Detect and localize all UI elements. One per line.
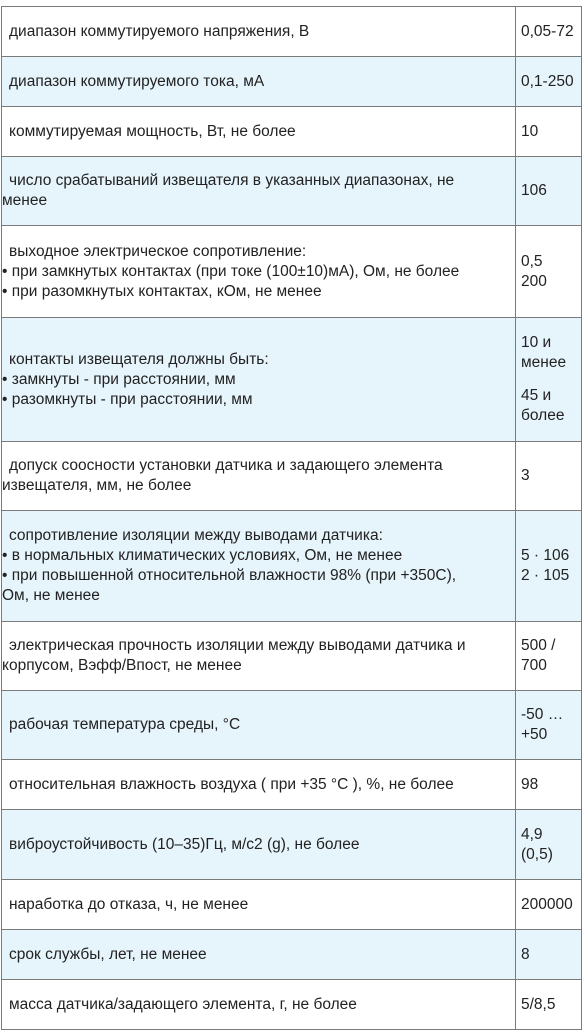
value-cell [516,107,582,157]
parameter-cell [2,980,516,1030]
value-text: 500 / [521,637,556,654]
parameter-cell [2,810,516,880]
table-row [2,930,582,980]
parameter-text: менее [2,192,48,209]
parameter-cell [2,880,516,930]
value-cell [516,691,582,760]
table-row [2,511,582,622]
table-row [2,107,582,157]
table-row [2,157,582,226]
value-text: менее [521,354,567,371]
parameter-cell [2,622,516,691]
value-text: 4,9 [521,825,543,843]
value-text: 0,5 [521,252,543,270]
value-cell [516,511,582,622]
value-text: 10 и [521,334,552,351]
parameter-text: срок службы, лет, не менее [9,945,207,963]
table-row [2,7,582,57]
value-cell [516,157,582,226]
value-cell [516,930,582,980]
parameter-text: выходное электрическое сопротивление: [9,242,307,260]
parameter-text: коммутируемая мощность, Вт, не более [9,122,296,140]
parameter-text: сопротивление изоляции между выводами датчика: [9,527,383,544]
value-cell [516,980,582,1030]
parameter-text: • при повышенной относительной влажности 98% (при +350С), [2,567,457,584]
value-text: 106 [521,182,547,199]
parameter-text: допуск соосности установки датчика и задающего элемента [9,457,443,474]
value-cell [516,880,582,930]
specifications-table [1,6,582,1030]
parameter-text: масса датчика/задающего элемента, г, не более [9,995,357,1013]
value-text: 2 · 105 [521,567,570,584]
table-row [2,622,582,691]
table-row [2,980,582,1030]
parameter-cell [2,226,516,318]
table-row [2,760,582,810]
value-text: 3 [521,467,530,484]
value-cell [516,57,582,107]
parameter-text: рабочая температура среды, °С [9,716,241,733]
value-text: 98 [521,775,539,793]
parameter-text: диапазон коммутируемого напряжения, В [9,22,310,40]
table-row [2,810,582,880]
parameter-text: • в нормальных климатических условиях, Ом, не менее [2,547,403,564]
table-row [2,442,582,511]
parameter-text: • при замкнутых контактах (при токе (100±10)мА), Ом, не более [2,262,460,280]
value-text: 45 и [521,387,552,404]
value-cell [516,442,582,511]
parameter-cell [2,760,516,810]
parameter-cell [2,7,516,57]
parameter-text: • при разомкнутых контактах, кОм, не менее [2,282,322,300]
value-text: 0,05-72 [521,22,574,40]
parameter-cell [2,442,516,511]
value-cell [516,810,582,880]
parameter-text: • замкнуты - при расстоянии, мм [2,370,236,388]
value-text: 5 · 106 [521,547,570,564]
value-text: более [521,407,565,424]
parameter-cell [2,57,516,107]
parameter-text: контакты извещателя должны быть: [9,350,269,368]
value-cell [516,318,582,442]
value-text: 700 [521,657,547,674]
value-text: (0,5) [521,845,553,863]
value-text: 200 [521,272,547,290]
value-text: 200000 [521,895,573,913]
parameter-text: • разомкнуты - при расстоянии, мм [2,390,253,408]
parameter-text: число срабатываний извещателя в указанных диапазонах, не [9,172,455,189]
parameter-text: корпусом, Вэфф/Впост, не менее [2,657,242,674]
parameter-cell [2,691,516,760]
value-text: 8 [521,945,530,963]
parameter-cell [2,511,516,622]
parameter-cell [2,318,516,442]
value-text: 0,1-250 [521,72,574,90]
parameter-cell [2,107,516,157]
parameter-cell [2,930,516,980]
value-text: 10 [521,122,539,140]
parameter-text: наработка до отказа, ч, не менее [9,895,249,913]
parameter-text: Ом, не менее [2,587,100,604]
value-text: +50 [521,726,548,743]
parameter-text: электрическая прочность изоляции между выводами датчика и [9,637,466,654]
parameter-text: извещателя, мм, не более [2,477,192,494]
table-row [2,691,582,760]
table-row [2,318,582,442]
value-spacer [521,373,579,386]
parameter-text: диапазон коммутируемого тока, мА [9,72,265,90]
parameter-text: виброустойчивость (10–35)Гц, м/с2 (g), не более [9,835,360,853]
value-cell [516,7,582,57]
table-row [2,226,582,318]
table-row [2,57,582,107]
value-text: 5/8,5 [521,995,556,1013]
value-cell [516,760,582,810]
value-cell [516,622,582,691]
value-text: -50 … [521,706,564,723]
parameter-cell [2,157,516,226]
table-row [2,880,582,930]
value-cell [516,226,582,318]
parameter-text: относительная влажность воздуха ( при +35 °С ), %, не более [9,775,454,793]
